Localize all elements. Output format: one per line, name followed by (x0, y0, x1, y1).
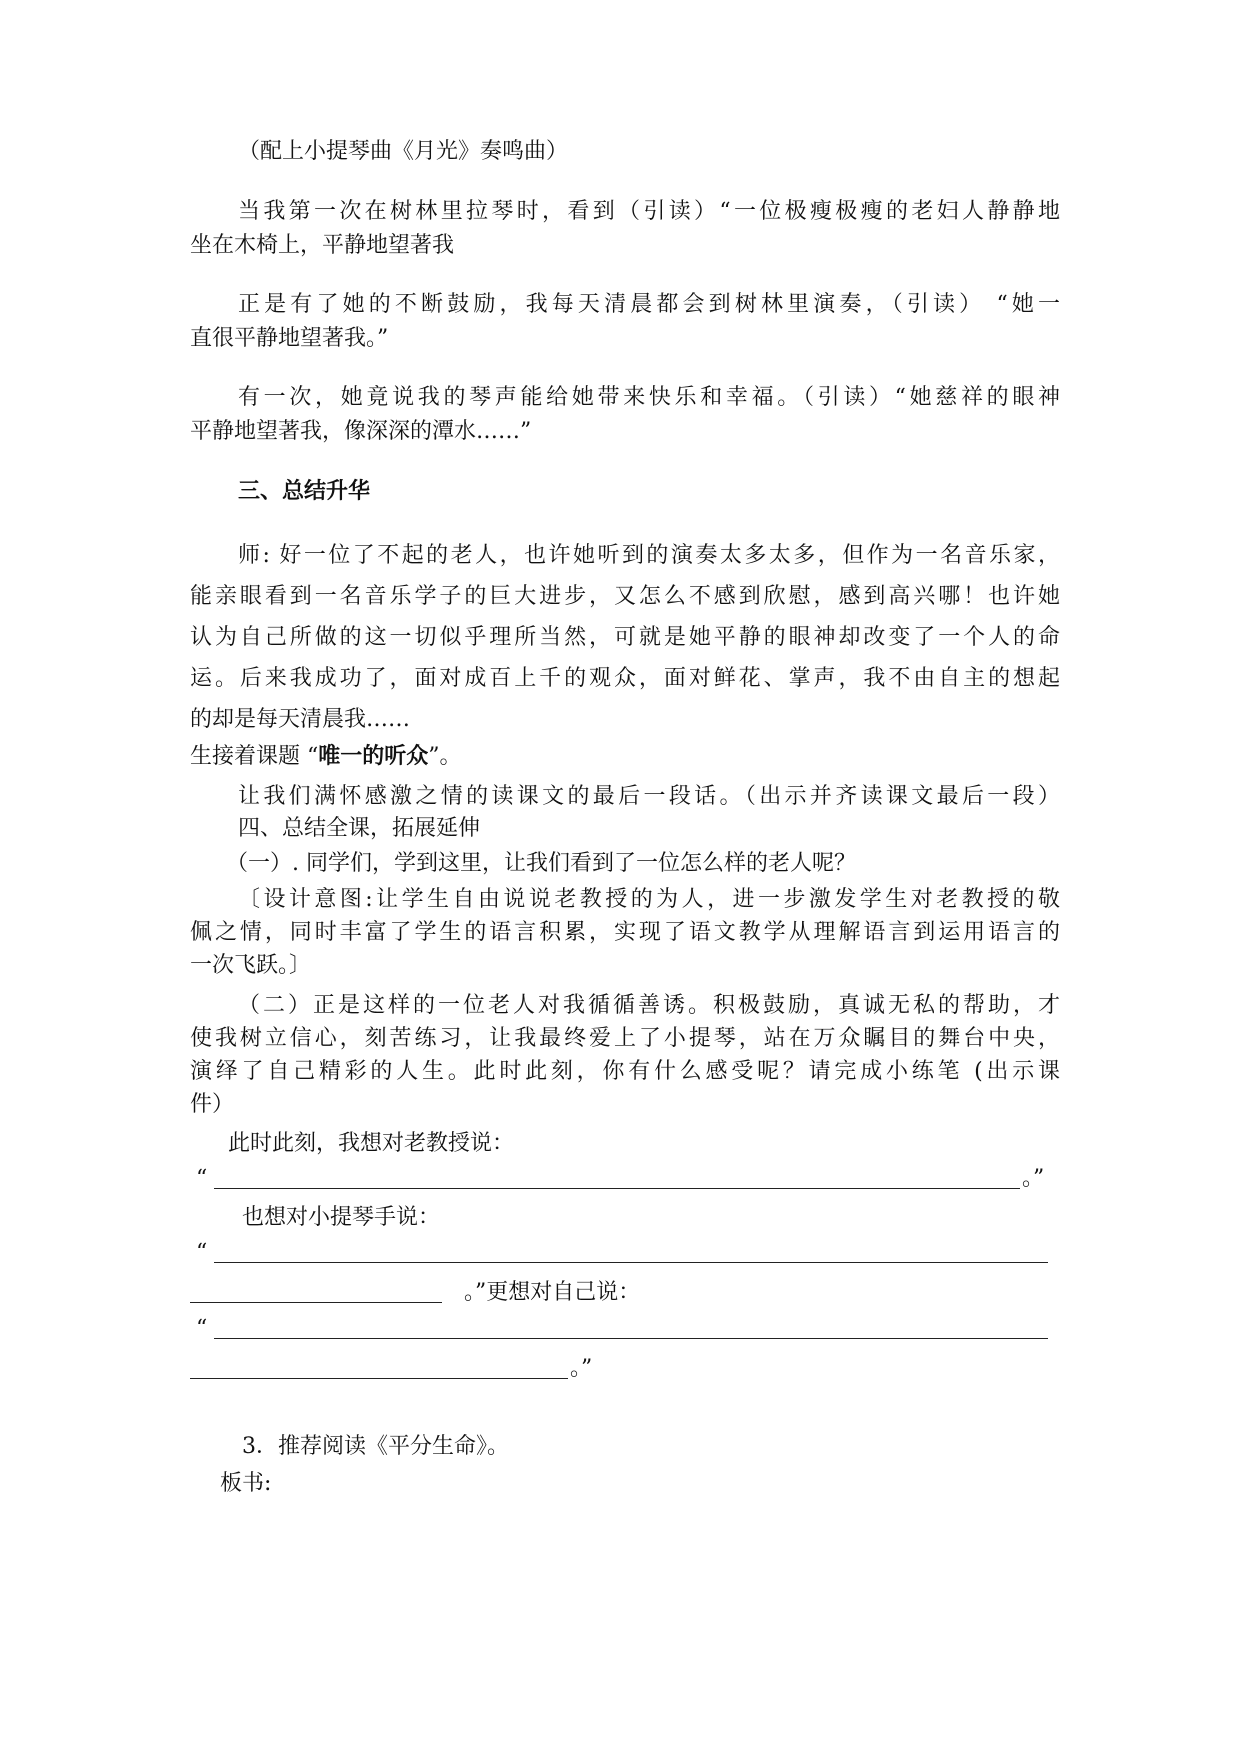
section-heading: 四、总结全课，拓展延伸 (238, 816, 481, 841)
paragraph-line: 有一次，她竟说我的琴声能给她带来快乐和幸福。（引读）“她慈祥的眼神 (238, 385, 1060, 410)
paragraph-line: 认为自己所做的这一切似乎理所当然，可就是她平静的眼神却改变了一个人的命 (190, 625, 1060, 650)
design-intent-line: 〔设计意图:让学生自由说说老教授的为人，进一步激发学生对老教授的敬 (238, 887, 1060, 912)
open-quote: “ (196, 1166, 208, 1191)
student-response (190, 742, 462, 774)
music-note: （配上小提琴曲《月光》奏鸣曲） (238, 139, 569, 164)
paragraph-line: 师: 好一位了不起的老人，也许她听到的演奏太多太多，但作为一名音乐家， (238, 543, 1060, 568)
writing-blank[interactable] (190, 1378, 568, 1379)
paragraph-line: 的却是每天清晨我…… (190, 707, 411, 732)
design-intent-line: 一次飞跃。〕 (190, 953, 312, 978)
paragraph-line: 件） (190, 1092, 235, 1117)
paragraph-line: 使我树立信心，刻苦练习，让我最终爱上了小提琴，站在万众瞩目的舞台中央， (190, 1026, 1060, 1051)
writing-prompt-violinist: 也想对小提琴手说： (242, 1205, 441, 1230)
paragraph-line: 能亲眼看到一名音乐学子的巨大进步，又怎么不感到欣慰，感到高兴哪！也许她 (190, 584, 1060, 609)
writing-blank[interactable] (214, 1338, 1048, 1339)
writing-prompt-professor: 此时此刻，我想对老教授说： (228, 1131, 515, 1156)
recommended-reading: 3．推荐阅读《平分生命》。 (242, 1434, 509, 1459)
writing-blank[interactable] (214, 1262, 1048, 1263)
writing-blank[interactable] (214, 1188, 1020, 1189)
open-quote: “ (196, 1240, 208, 1265)
paragraph-line: 平静地望著我，像深深的潭水……” (190, 419, 532, 444)
lesson-title: 唯一的听众 (318, 744, 429, 769)
paragraph-line: 运。后来我成功了，面对成百上千的观众，面对鲜花、掌声，我不由自主的想起 (190, 666, 1060, 691)
open-quote: “ (196, 1316, 208, 1341)
paragraph-line: 当我第一次在树林里拉琴时，看到（引读）“一位极瘦极瘦的老妇人静静地 (238, 199, 1060, 224)
paragraph-line: 直很平静地望著我。” (190, 326, 389, 351)
paragraph-line: 坐在木椅上，平静地望著我 (190, 233, 455, 258)
paragraph-line: 正是有了她的不断鼓励，我每天清晨都会到树林里演奏，（引读） “她一 (238, 292, 1060, 317)
paragraph-line: （二）正是这样的一位老人对我循循善诱。积极鼓励，真诚无私的帮助，才 (238, 993, 1060, 1018)
close-quote: 。” (1022, 1166, 1045, 1191)
board-notes-label: 板书: (220, 1471, 272, 1496)
paragraph-line: 让我们满怀感激之情的读课文的最后一段话。（出示并齐读课文最后一段） (238, 784, 1060, 809)
section-heading: 三、总结升华 (238, 479, 371, 504)
question-one: （一）. 同学们，学到这里，让我们看到了一位怎么样的老人呢？ (226, 851, 856, 876)
writing-blank[interactable] (190, 1302, 442, 1303)
design-intent-line: 佩之情，同时丰富了学生的语言积累，实现了语文教学从理解语言到运用语言的 (190, 920, 1060, 945)
close-quote: 。” (570, 1356, 593, 1381)
paragraph-line: 演绎了自己精彩的人生。此时此刻，你有什么感受呢？请完成小练笔 (出示课 (190, 1059, 1060, 1084)
student-response-prefix: 生接着课题 “ (190, 744, 319, 769)
student-response-suffix: ”。 (428, 744, 462, 769)
close-quote-and-prompt: 。”更想对自己说： (464, 1280, 641, 1305)
